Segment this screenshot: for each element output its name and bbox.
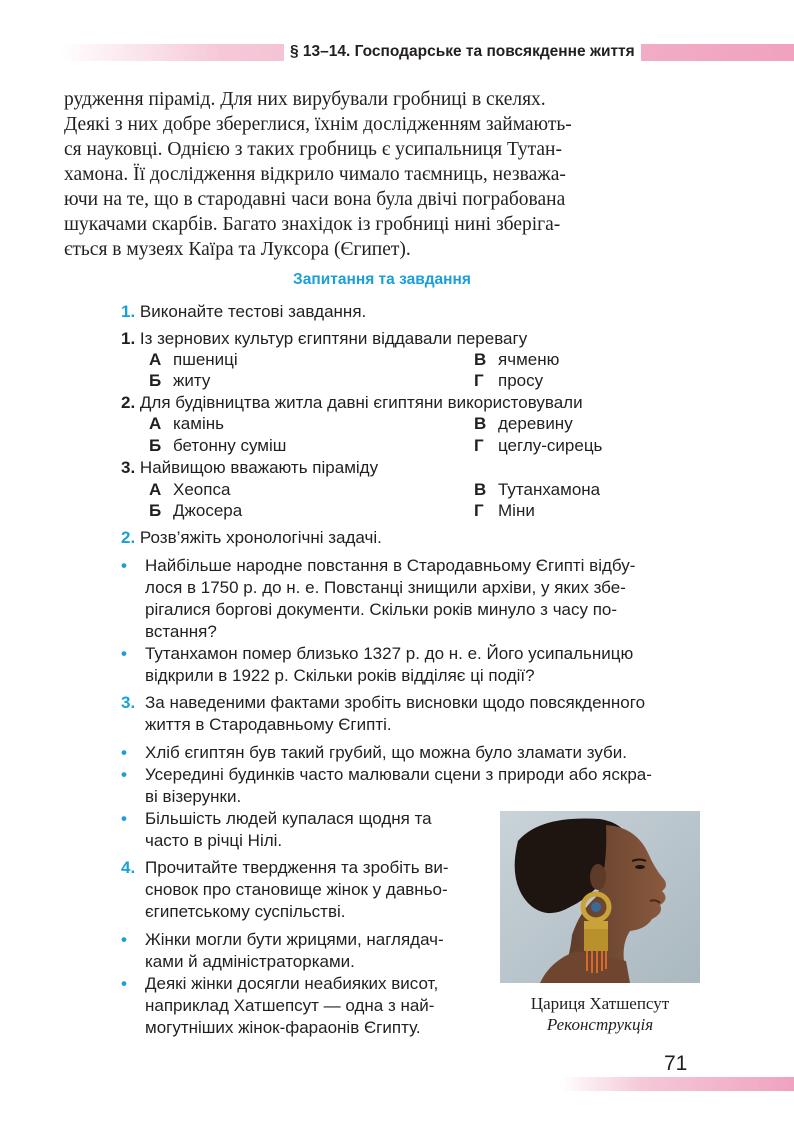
task4-number: 4. <box>121 858 136 877</box>
option-letter: В <box>474 414 487 433</box>
task3-line2: життя в Стародавньому Єгипті. <box>145 715 392 734</box>
test2-option-g <box>474 435 602 456</box>
task4-line2: сновок про становище жінок у давньо- <box>145 880 448 899</box>
test3-text: Найвищою вважають піраміду <box>139 458 379 477</box>
task3-bullet3-line1: Більшість людей купалася щодня та <box>145 809 432 828</box>
task2-bullet2-line1: Тутанхамон помер близько 1327 р. до н. е. Його усипальницю <box>145 644 634 663</box>
task1-text: Виконайте тестові завдання. <box>139 302 367 321</box>
intro-line-6: шукачами скарбів. Багато знахідок із гробниці нині зберіга- <box>64 214 561 235</box>
running-header: § 13–14. Господарське та повсякденне життя <box>284 42 641 62</box>
option-text: Джосера <box>173 501 243 520</box>
task2-bullet1-line3: рігалися боргові документи. Скільки років минуло з часу по- <box>145 600 618 619</box>
test3-number: 3. <box>121 458 136 477</box>
task2-text: Розв’яжіть хронологічні задачі. <box>139 528 382 547</box>
option-text: Міни <box>498 501 535 520</box>
option-text: житу <box>173 371 211 390</box>
task4-bullet1-line1: Жінки могли бути жрицями, наглядач- <box>145 930 444 949</box>
option-text: просу <box>498 371 544 390</box>
questions-heading: Запитання та завдання <box>293 271 471 288</box>
test2-text: Для будівництва житла давні єгиптяни використовували <box>139 393 583 412</box>
figure-caption-title: Цариця Хатшепсут <box>530 994 670 1013</box>
test1-option-g <box>474 370 543 391</box>
task1-line <box>121 301 366 322</box>
test3-option-a <box>149 479 230 500</box>
option-text: цеглу-сирець <box>498 436 603 455</box>
bullet-marker: • <box>121 809 127 828</box>
option-text: бетонну суміш <box>173 436 287 455</box>
task3-bullet2-line2: ві візерунки. <box>145 787 242 806</box>
option-letter: Г <box>474 436 484 455</box>
test1-text: Із зернових культур єгиптяни віддавали перевагу <box>139 329 528 348</box>
task1-number: 1. <box>121 302 136 321</box>
option-text: деревину <box>498 414 573 433</box>
option-letter: Б <box>149 436 162 455</box>
intro-line-5: ючи на те, що в стародавні часи вона була двічі пограбована <box>64 189 566 210</box>
test3-option-b <box>149 500 242 521</box>
option-letter: Б <box>149 371 162 390</box>
figure-caption-subtitle: Реконструкція <box>546 1015 654 1034</box>
test2-option-v <box>474 413 573 434</box>
intro-line-4: хамона. Її дослідження відкрило чимало таємниць, незважа- <box>64 164 566 185</box>
bullet-marker: • <box>121 974 127 993</box>
task2-bullet1-line1: Найбільше народне повстання в Стародавньому Єгипті відбу- <box>145 556 636 575</box>
option-letter: Г <box>474 501 484 520</box>
option-letter: А <box>149 350 162 369</box>
page-number: 71 <box>664 1052 688 1075</box>
task4-bullet2-line3: могутніших жінок-фараонів Єгипту. <box>145 1018 421 1037</box>
test1-option-v <box>474 349 559 370</box>
footer-bar <box>560 1077 794 1091</box>
bullet-marker: • <box>121 765 127 784</box>
intro-line-1: рудження пірамід. Для них вирубували гробниці в скелях. <box>64 89 546 110</box>
test1-number: 1. <box>121 329 136 348</box>
task4-bullet1-line2: ками й адміністраторками. <box>145 952 355 971</box>
task3-bullet1-line1: Хліб єгиптян був такий грубий, що можна було зламати зуби. <box>145 743 627 762</box>
option-text: Тутанхамона <box>498 480 601 499</box>
option-letter: Б <box>149 501 162 520</box>
option-letter: А <box>149 480 162 499</box>
test3-option-v <box>474 479 600 500</box>
option-letter: В <box>474 480 487 499</box>
test2-option-a <box>149 413 224 434</box>
bullet-marker: • <box>121 743 127 762</box>
option-text: пшениці <box>173 350 238 369</box>
test1-option-b <box>149 370 210 391</box>
option-text: ячменю <box>498 350 560 369</box>
hatshepsut-portrait <box>500 811 700 983</box>
task3-number: 3. <box>121 693 136 712</box>
intro-line-3: ся науковці. Однією з таких гробниць є усипальниця Тутан- <box>64 139 562 160</box>
task3-bullet2-line1: Усередині будинків часто малювали сцени з природи або яскра- <box>145 765 652 784</box>
test3-option-g <box>474 500 535 521</box>
task2-line <box>121 527 382 548</box>
task4-bullet2-line1: Деякі жінки досягли неабияких висот, <box>145 974 439 993</box>
option-text: камінь <box>173 414 224 433</box>
task3-bullet3-line2: часто в річці Нілі. <box>145 831 283 850</box>
test2-number: 2. <box>121 393 136 412</box>
bullet-marker: • <box>121 930 127 949</box>
task4-line3: єгипетському суспільстві. <box>145 902 346 921</box>
test2-option-b <box>149 435 286 456</box>
task3-line1: За наведеними фактами зробіть висновки щодо повсякденного <box>145 693 646 712</box>
test1-question <box>121 328 527 349</box>
test3-question <box>121 457 378 478</box>
bullet-marker: • <box>121 644 127 663</box>
task2-bullet1-line2: лося в 1750 р. до н. е. Повстанці знищили архіви, у яких збе- <box>145 578 626 597</box>
bullet-marker: • <box>121 556 127 575</box>
option-letter: В <box>474 350 487 369</box>
intro-line-7: ється в музеях Каїра та Луксора (Єгипет). <box>64 239 411 260</box>
task4-bullet2-line2: наприклад Хатшепсут — одна з най- <box>145 996 435 1015</box>
task2-number: 2. <box>121 528 136 547</box>
option-letter: А <box>149 414 162 433</box>
task2-bullet2-line2: відкрили в 1922 р. Скільки років відділяє ці події? <box>145 666 535 685</box>
intro-line-2: Деякі з них добре збереглися, їхнім дослідженням займають- <box>64 114 572 135</box>
task4-line1: Прочитайте твердження та зробіть ви- <box>145 858 449 877</box>
test1-option-a <box>149 349 238 370</box>
option-letter: Г <box>474 371 484 390</box>
portrait-illustration <box>500 811 700 983</box>
task2-bullet1-line4: встання? <box>145 622 217 641</box>
option-text: Хеопса <box>173 480 231 499</box>
test2-question <box>121 392 583 413</box>
